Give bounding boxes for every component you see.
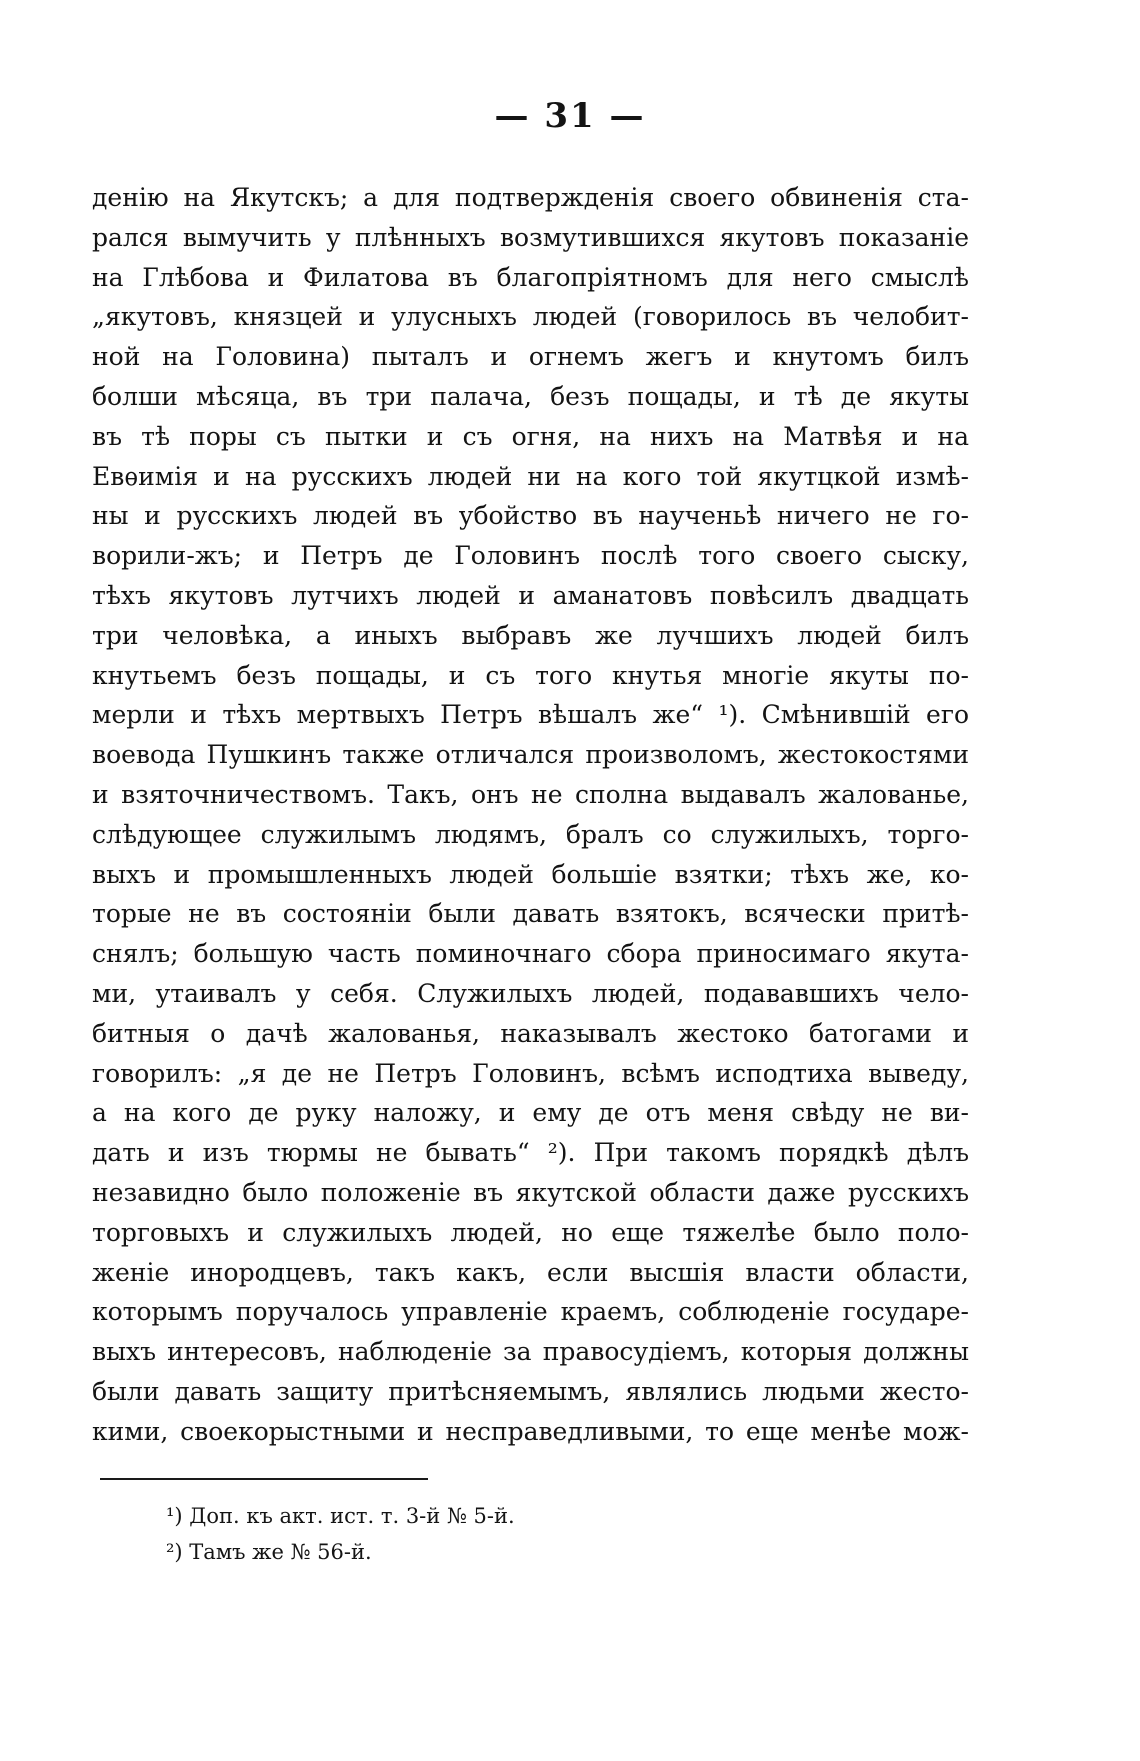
text-line: денію на Якутскъ; а для подтвержденія своего обвиненія ста-: [92, 183, 969, 212]
text-line: а на кого де руку наложу, и ему де отъ меня свѣду не ви-: [92, 1098, 969, 1128]
text-line: торговыхъ и служилыхъ людей, но еще тяжелѣе было поло-: [92, 1217, 969, 1247]
text-line: которымъ поручалось управленіе краемъ, соблюденіе государе-: [92, 1297, 969, 1327]
text-line: тѣхъ якутовъ лутчихъ людей и амaнатовъ повѣсилъ двадцать: [92, 580, 969, 610]
page-number: — 31 —: [494, 96, 646, 136]
footnotes: [166, 1498, 515, 1570]
footnote: ¹) Доп. къ акт. ист. т. 3-й № 5-й.: [166, 1504, 515, 1528]
text-line: дать и изъ тюрмы не бывать“ ²). При такомъ порядкѣ дѣлъ: [92, 1138, 969, 1168]
text-line: кими, своекорыстными и несправедливыми, то еще менѣе мож-: [92, 1416, 969, 1446]
text-line: ной на Головина) пыталъ и огнемъ жегъ и кнутомъ билъ: [92, 342, 969, 372]
text-line: выхъ и промышленныхъ людей большіе взятки; тѣхъ же, ко-: [92, 859, 969, 889]
text-line: выхъ интересовъ, наблюденіе за правосудіемъ, которыя должны: [92, 1337, 969, 1367]
text-line: Евѳимія и на русскихъ людей ни на кого той якутцкой измѣ-: [92, 461, 969, 491]
text-line: ны и русскихъ людей въ убойство въ наученьѣ ничего не го-: [92, 501, 969, 531]
text-line: были давать защиту притѣсняемымъ, являлись людьми жесто-: [92, 1376, 969, 1406]
footnote-divider: [100, 1478, 428, 1480]
body-text: [92, 178, 969, 1452]
text-line: болши мѣсяца, въ три палача, безъ пощады, и тѣ де якуты: [92, 381, 969, 411]
text-line: слѣдующее служилымъ людямъ, бралъ со служилыхъ, торго-: [92, 819, 969, 849]
text-line: торые не въ состояніи были давать взятокъ, всячески притѣ-: [92, 899, 969, 929]
text-line: ми, утаивалъ у себя. Служилыхъ людей, подававшихъ чело-: [92, 978, 969, 1008]
text-line: ворили-жъ; и Петръ де Головинъ послѣ того своего сыску,: [92, 541, 969, 571]
text-line: снялъ; большую часть поминочнаго сбора приносимаго якута-: [92, 939, 969, 969]
text-line: рался вымучить у плѣнныхъ возмутившихся якутовъ показаніе: [92, 222, 969, 252]
text-line: и взяточничествомъ. Такъ, онъ не сполна выдавалъ жалованье,: [92, 779, 969, 809]
text-line: кнутьемъ безъ пощады, и съ того кнутья многіе якуты по-: [92, 660, 969, 690]
text-line: говорилъ: „я де не Петръ Головинъ, всѣмъ исподтиха выведу,: [92, 1058, 969, 1088]
text-line: битныя о дачѣ жалованья, наказывалъ жестоко батогами и: [92, 1018, 969, 1048]
text-line: въ тѣ поры съ пытки и съ огня, на нихъ на Матвѣя и на: [92, 421, 969, 451]
text-line: воевода Пушкинъ также отличался произволомъ, жестокостями: [92, 740, 969, 770]
text-line: мерли и тѣхъ мертвыхъ Петръ вѣшалъ же“ ¹). Смѣнившій его: [92, 700, 969, 730]
footnote: ²) Тамъ же № 56-й.: [166, 1540, 372, 1564]
text-line: „якутовъ, князцей и улусныхъ людей (говорилось въ челобит-: [92, 302, 969, 332]
text-line: на Глѣбова и Филатова въ благопріятномъ для него смыслѣ: [92, 262, 969, 292]
text-line: три человѣка, а иныхъ выбравъ же лучшихъ людей билъ: [92, 620, 969, 650]
text-line: женіе инородцевъ, такъ какъ, если высшія власти области,: [92, 1257, 969, 1287]
text-line: незавидно было положеніе въ якутской области даже русскихъ: [92, 1177, 969, 1207]
